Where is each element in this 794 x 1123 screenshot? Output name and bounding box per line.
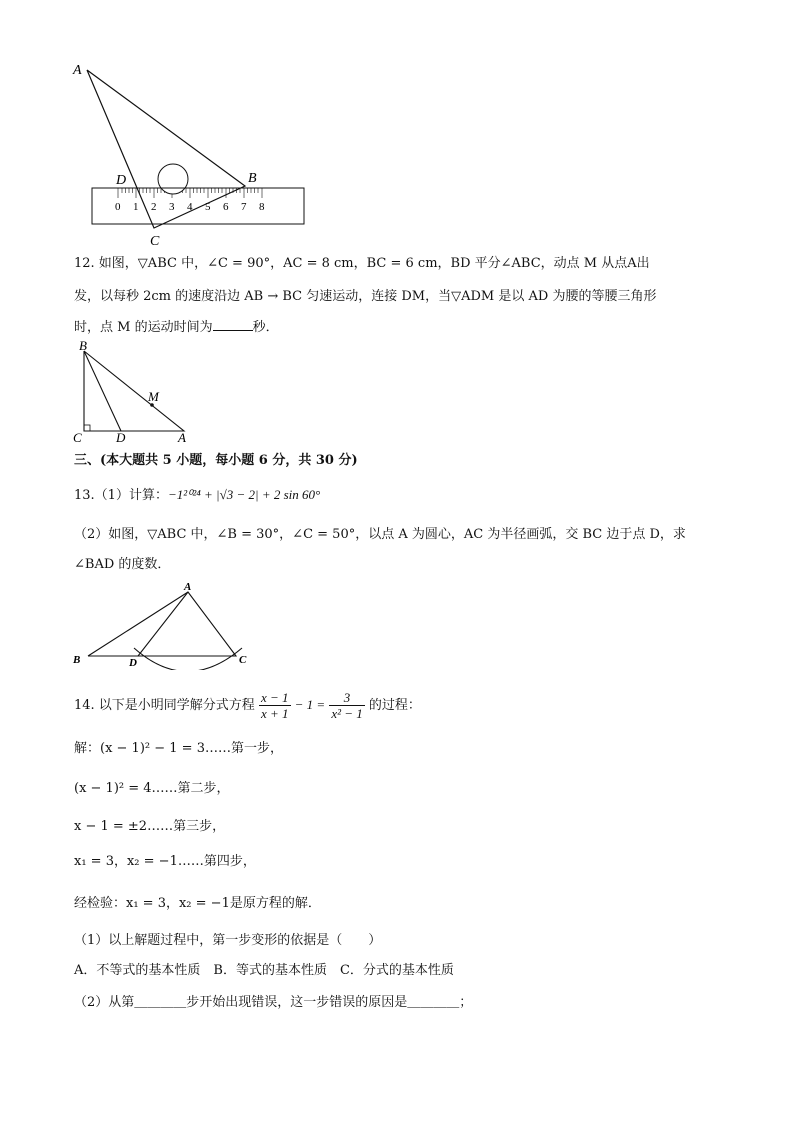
q14-frac-left-num: x − 1 xyxy=(260,690,289,705)
q12-line2: 发，以每秒 2cm 的速度沿边 AB → BC 匀速运动，连接 DM，当▽ADM 是以 AD 为腰的等腰三角形 xyxy=(74,289,657,304)
q14-sub1: （1）以上解题过程中，第一步变形的依据是（ ） xyxy=(74,933,382,948)
ruler-tick-5: 5 xyxy=(205,201,211,213)
q14-frac-left-den: x + 1 xyxy=(260,706,289,721)
ruler-tick-4: 4 xyxy=(187,201,193,213)
q12-label-d: D xyxy=(116,430,126,445)
q12-line3-post: 秒． xyxy=(252,320,279,335)
label-a: A xyxy=(73,63,82,78)
q14-options: A．不等式的基本性质 B．等式的基本性质 C．分式的基本性质 xyxy=(74,963,454,978)
ruler-tick-0: 0 xyxy=(115,201,121,213)
label-b: B xyxy=(248,171,257,186)
q14-step1: 解：(x − 1)² − 1 = 3……第一步， xyxy=(74,741,283,756)
section3-title: 三、(本大题共 5 小题，每小题 6 分，共 30 分) xyxy=(74,453,358,468)
q14-frac-right-num: 3 xyxy=(329,690,364,706)
label-d: D xyxy=(116,173,127,188)
ruler-tick-2: 2 xyxy=(151,201,157,213)
figure-q13-triangle xyxy=(70,580,260,670)
q13-label-d: D xyxy=(129,657,137,669)
q13-label-c: C xyxy=(239,654,247,666)
segment-bd xyxy=(84,351,121,431)
q14-step4: x₁ = 3，x₂ = −1……第四步， xyxy=(74,854,256,869)
q12-answer-blank[interactable] xyxy=(213,318,253,331)
q13-part2-line1: （2）如图，▽ABC 中，∠B = 30°，∠C = 50°，以点 A 为圆心，AC 为半径画弧，交 BC 边于点 D，求 xyxy=(74,527,686,542)
q13-part1-pre: 13.（1）计算： xyxy=(74,488,168,503)
q12-line3 xyxy=(74,318,279,337)
ruler-tick-3: 3 xyxy=(169,201,175,213)
figure-q12-triangle xyxy=(70,338,200,448)
ruler-tick-6: 6 xyxy=(223,201,229,213)
q14-check: 经检验：x₁ = 3，x₂ = −1是原方程的解． xyxy=(74,896,321,911)
q12-label-c: C xyxy=(73,430,82,445)
q12-line3-pre: 时，点 M 的运动时间为 xyxy=(74,320,213,335)
q14-intro xyxy=(74,690,421,721)
ruler-circle xyxy=(158,164,188,194)
right-angle-mark xyxy=(84,425,90,431)
ruler-tick-1: 1 xyxy=(133,201,139,213)
segment-ad xyxy=(138,592,188,656)
q14-frac-left xyxy=(259,690,291,721)
figure-triangle-ruler xyxy=(70,58,320,253)
triangle-abc-q13 xyxy=(88,592,236,656)
q14-sub2: （2）从第＿＿＿＿步开始出现错误，这一步错误的原因是＿＿＿＿； xyxy=(74,995,473,1010)
q12-label-a: A xyxy=(178,430,186,445)
q12-label-m: M xyxy=(148,389,159,404)
triangle-bca xyxy=(84,351,184,431)
q14-intro-post: 的过程： xyxy=(368,698,421,713)
q12-line1: 12. 如图，▽ABC 中，∠C = 90°，AC = 8 cm，BC = 6 cm，BD 平分∠ABC，动点 M 从点A出 xyxy=(74,256,650,271)
q14-step2: (x − 1)² = 4……第二步， xyxy=(74,781,230,796)
ruler xyxy=(92,188,304,224)
q13-label-a: A xyxy=(184,581,192,593)
label-c: C xyxy=(150,234,160,249)
q14-frac-right-den: x² − 1 xyxy=(331,706,363,721)
q14-intro-pre: 14. 以下是小明同学解分式方程 xyxy=(74,698,255,713)
ruler-tick-8: 8 xyxy=(259,201,265,213)
q14-step3: x − 1 = ±2……第三步， xyxy=(74,819,226,834)
q14-eq-mid: − 1 = xyxy=(294,697,326,712)
q13-label-b: B xyxy=(73,654,81,666)
q13-part1 xyxy=(74,486,320,505)
ruler-tick-7: 7 xyxy=(241,201,247,213)
arc-dc xyxy=(134,648,242,670)
q14-frac-right xyxy=(329,690,364,721)
q12-label-b: B xyxy=(79,338,87,353)
q13-part1-expr: −1²⁰²⁴ + |√3 − 2| + 2 sin 60° xyxy=(167,487,321,502)
q13-part2-line2: ∠BAD 的度数． xyxy=(74,557,171,572)
